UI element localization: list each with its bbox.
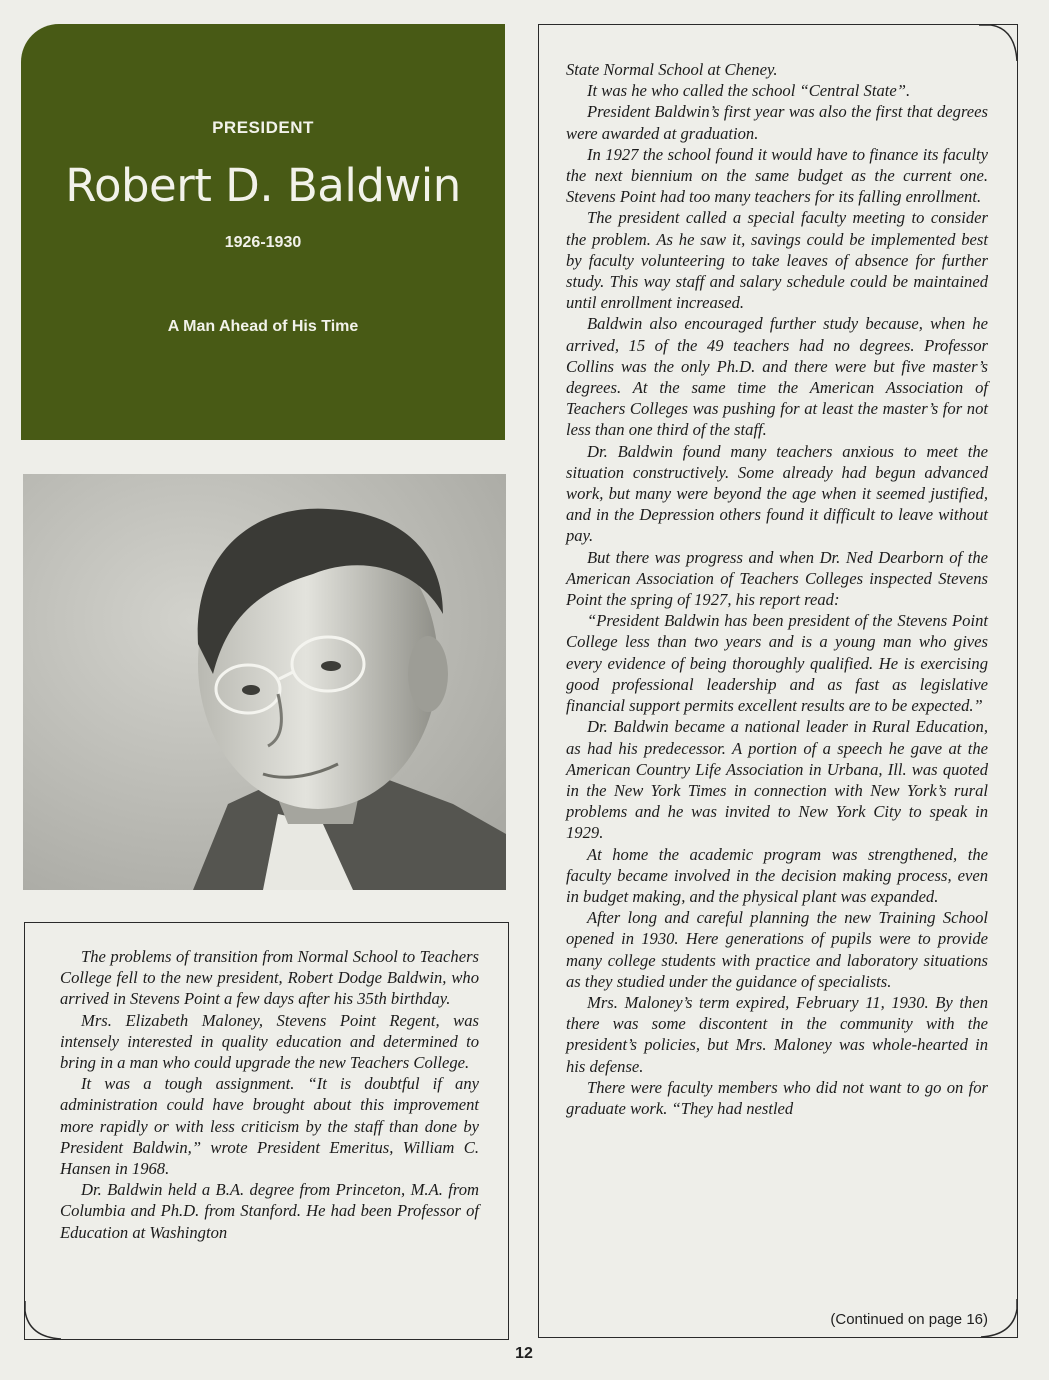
left-column-text bbox=[60, 946, 479, 1243]
right-paragraph: Baldwin also encouraged further study because, when he arrived, 15 of the 49 teachers had no degrees. Professor Collins was the only Ph.D. and there were but five master’s degrees. At the same time the American Association of Teachers Colleges was pushing for at least the master’s for not less than one third of the staff. bbox=[566, 314, 988, 440]
right-paragraph: After long and careful planning the new Training School opened in 1930. Here generations of pupils were to provide many college students with practice and laboratory situations as they studied under the guidance of specialists. bbox=[566, 908, 988, 991]
left-paragraph: It was a tough assignment. “It is doubtful if any administration could have brought about this improvement more rapidly or with less criticism by the staff than done by President Baldwin,” wrote President Emeritus, William C. Hansen in 1968. bbox=[60, 1074, 479, 1179]
title-kicker: PRESIDENT bbox=[212, 118, 314, 137]
portrait-photo bbox=[23, 474, 506, 890]
right-paragraph: Dr. Baldwin found many teachers anxious to meet the situation constructively. Some already had begun advanced work, but many were beyond the age when it seemed justified, and in the Depression others found it difficult to leave without pay. bbox=[566, 441, 988, 546]
right-continuation: State Normal School at Cheney. bbox=[566, 60, 778, 79]
term-years: 1926-1930 bbox=[224, 234, 302, 251]
right-paragraph: But there was progress and when Dr. Ned Dearborn of the American Association of Teachers Colleges inspected Stevens Point the spring of 1927, his report read: bbox=[566, 547, 988, 610]
right-paragraph: Mrs. Maloney’s term expired, February 11, 1930. By then there was some discontent in the community with the president’s policies, but Mrs. Maloney was whole-hearted in his defense. bbox=[566, 992, 988, 1076]
left-paragraph: Dr. Baldwin held a B.A. degree from Princeton, M.A. from Columbia and Ph.D. from Stanford. He had been Professor of Education at Washington bbox=[60, 1180, 479, 1242]
portrait-illustration bbox=[23, 474, 506, 890]
president-name: Robert D. Baldwin bbox=[65, 159, 461, 212]
right-paragraph: The president called a special faculty meeting to consider the problem. As he saw it, savings could be implemented best by faculty volunteering to take leaves of absence for further study. This way staff and salary schedule could be maintained until enrollment increased. bbox=[566, 208, 988, 313]
page-number: 12 bbox=[515, 1345, 533, 1362]
left-paragraph: Mrs. Elizabeth Maloney, Stevens Point Regent, was intensely interested in quality education and determined to bring in a man who could upgrade the new Teachers College. bbox=[60, 1010, 479, 1073]
right-paragraph: Dr. Baldwin became a national leader in Rural Education, as had his predecessor. A portion of a speech he gave at the American Country Life Association in Urbana, Ill. was quoted in the New York Times in connection with New York’s rural problems and he was invited to New York City to speak in 1929. bbox=[566, 717, 988, 843]
right-column-text bbox=[566, 59, 988, 1119]
frame-corner-curl bbox=[979, 23, 1019, 63]
right-paragraph: In 1927 the school found it would have to finance its faculty the next biennium on the same budget as the current one. Stevens Point had too many teachers for its falling enrollment. bbox=[566, 144, 988, 207]
right-paragraph: At home the academic program was strengthened, the faculty became involved in the decision making process, even in budget making, and the physical plant was expanded. bbox=[566, 844, 988, 906]
continued-note: (Continued on page 16) bbox=[830, 1311, 988, 1328]
left-paragraph: The problems of transition from Normal School to Teachers College fell to the new president, Robert Dodge Baldwin, who arrived in Stevens Point a few days after his 35th birthday. bbox=[60, 947, 479, 1009]
right-paragraph: President Baldwin’s first year was also the first that degrees were awarded at graduation. bbox=[566, 102, 988, 143]
frame-corner-curl bbox=[23, 1301, 63, 1341]
right-paragraph: It was he who called the school “Central State”. bbox=[587, 81, 911, 101]
article-subtitle: A Man Ahead of His Time bbox=[167, 318, 359, 335]
right-paragraph: There were faculty members who did not want to go on for graduate work. “They had nestled bbox=[566, 1077, 988, 1118]
title-panel bbox=[21, 24, 505, 440]
right-quote-paragraph: “President Baldwin has been president of the Stevens Point College less than two years and is a young man who gives every evidence of being thoroughly qualified. He is exercising good professional leadership and as fast as legislative financial support permits excellent results are to be expected.” bbox=[566, 611, 988, 716]
